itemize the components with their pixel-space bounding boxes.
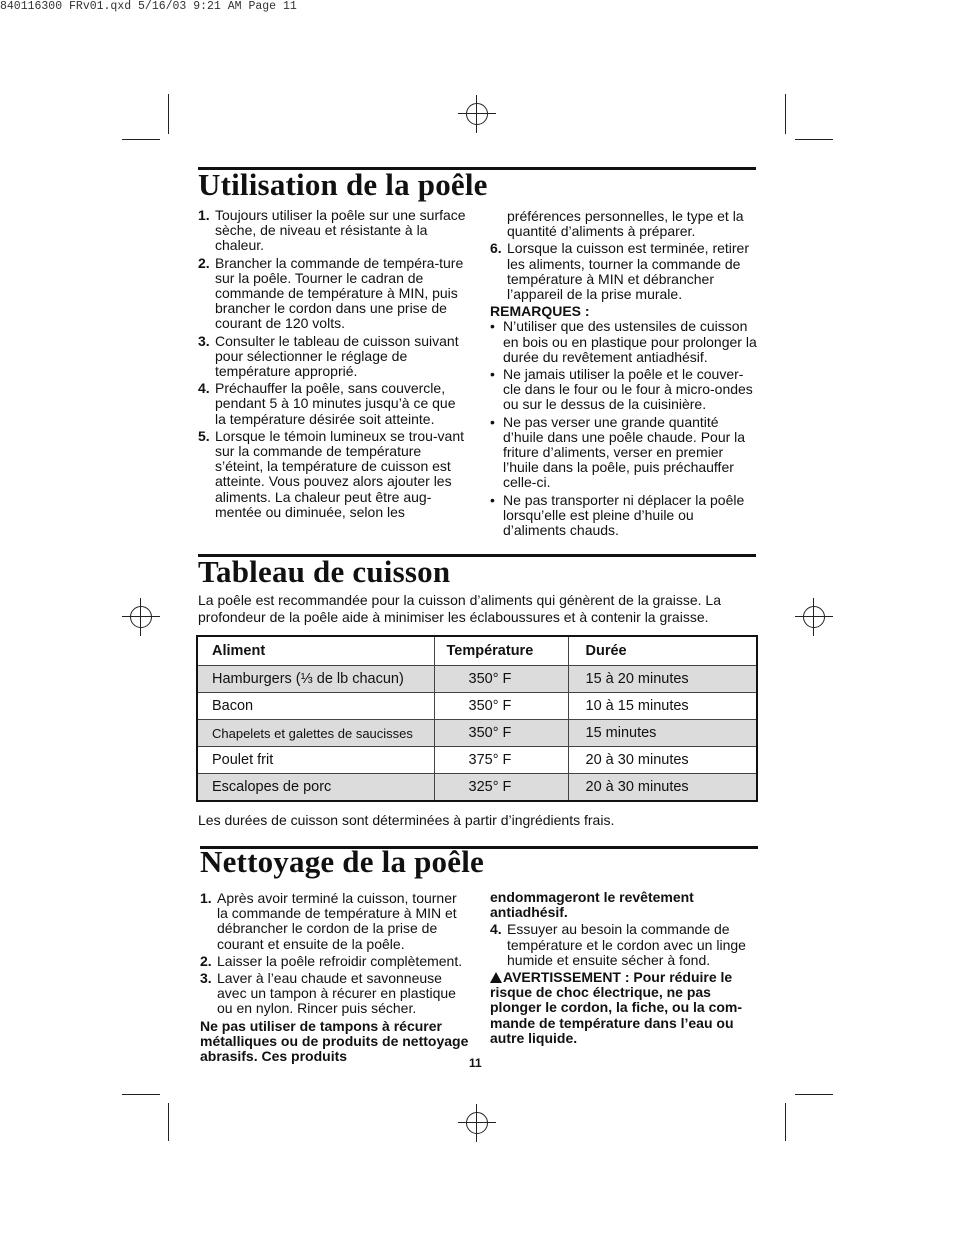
header-temperature: Température (434, 636, 568, 666)
list-item: 1. Après avoir terminé la cuisson, tourner la commande de température à MIN et débrancher le cordon de la prise de courant et ensuite de la poêle. (200, 890, 457, 952)
registration-mark (458, 1104, 496, 1142)
file-slug: 840116300 FRv01.qxd 5/16/03 9:21 AM Page 11 (0, 0, 297, 13)
crop-mark (785, 1103, 786, 1141)
crop-mark (168, 94, 169, 134)
list-item: 2. Brancher la commande de tempéra-ture sur la poêle. Tourner le cadran de commande de température à MIN, puis brancher le cordon dans une prise de courant de 120 volts. (198, 254, 464, 332)
remark-item: • N’utiliser que des ustensiles de cuisson en bois ou en plastique pour prolonger la durée du revêtement antiadhésif. (490, 318, 757, 365)
crop-mark (122, 1094, 160, 1095)
crop-mark (795, 139, 833, 140)
nettoyage-left-column (200, 891, 470, 1064)
section-title-utilisation: Utilisation de la poêle (198, 167, 488, 202)
table-row: Poulet frit 375° F 20 à 30 minutes (197, 747, 757, 774)
warning-icon (490, 972, 502, 983)
remark-item: • Ne pas verser une grande quantité d’huile dans une poêle chaude. Pour la friture d’aliments, verser en premier l’huile dans la poêle, puis préchauffer celle-ci. (490, 413, 746, 491)
registration-mark (458, 95, 496, 133)
list-item: 2. Laisser la poêle refroidir complètement. (200, 952, 463, 969)
remarks-title: REMARQUES : (490, 303, 590, 320)
registration-mark (122, 598, 160, 636)
page-number: 11 (469, 1056, 482, 1070)
list-item: 4. Préchauffer la poêle, sans couvercle, pendant 5 à 10 minutes jusqu’à ce que la température désirée soit atteinte. (198, 380, 456, 427)
cleaning-warning-note: Ne pas utiliser de tampons à récurer métalliques ou de produits de nettoyage abrasifs. Ces produits (200, 1017, 469, 1065)
header-duree: Durée (568, 636, 757, 666)
table-header-row (197, 636, 757, 666)
cooking-table (196, 635, 758, 802)
utilisation-left-column (198, 208, 466, 522)
list-item: 3. Consulter le tableau de cuisson suivant pour sélectionner le réglage de température approprié. (198, 332, 459, 380)
table-row: Escalopes de porc 325° F 20 à 30 minutes (197, 774, 757, 802)
remark-item: • Ne pas transporter ni déplacer la poêle lorsqu’elle est pleine d’huile ou d’aliments chauds. (490, 491, 745, 539)
list-item: 6. Lorsque la cuisson est terminée, retirer les aliments, tourner la commande de température à MIN et débrancher l’appareil de la prise murale. (490, 240, 749, 303)
list-item: 1. Toujours utiliser la poêle sur une surface sèche, de niveau et résistante à la chaleur. (198, 207, 466, 254)
crop-mark (168, 1103, 169, 1141)
section-title-nettoyage: Nettoyage de la poêle (200, 844, 484, 879)
list-item-continued: préférences personnelles, le type et la quantité d’aliments à préparer. (507, 208, 744, 240)
section-title-tableau: Tableau de cuisson (198, 554, 451, 589)
table-row: Chapelets et galettes de saucisses 350° F 15 minutes (197, 720, 757, 747)
header-aliment: Aliment (197, 636, 434, 666)
table-row: Hamburgers (⅓ de lb chacun) 350° F 15 à 20 minutes (197, 666, 757, 693)
cleaning-warning-note-cont: endommageront le revêtement antiadhésif. (490, 889, 694, 921)
crop-mark (122, 139, 160, 140)
remark-item: • Ne jamais utiliser la poêle et le couver-cle dans le four ou le four à micro-ondes ou sur le dessus de la cuisinière. (490, 366, 753, 413)
table-row: Bacon 350° F 10 à 15 minutes (197, 693, 757, 720)
nettoyage-right-column (490, 890, 758, 1046)
utilisation-right-column (490, 209, 758, 540)
table-note: Les durées de cuisson sont déterminées à partir d’ingrédients frais. (198, 812, 615, 828)
crop-mark (785, 94, 786, 134)
crop-mark (795, 1094, 833, 1095)
list-item: 3. Laver à l’eau chaude et savonneuse avec un tampon à récurer en plastique ou en nylon. Rincer puis sécher. (200, 970, 456, 1017)
shock-warning: AVERTISSEMENT : Pour réduire le risque de choc électrique, ne pas plonger le cordon, la fiche, ou la com-mande de température dans l’eau ou autre liquide. (490, 969, 743, 1046)
list-item: 4. Essuyer au besoin la commande de température et le cordon avec un linge humide et ensuite sécher à fond. (490, 921, 746, 968)
list-item: 5. Lorsque le témoin lumineux se trou-vant sur la commande de température s’éteint, la température de cuisson est atteinte. Vous pouvez alors ajouter les aliments. La chaleur peut être aug-mentée ou diminuée, selon les (198, 427, 465, 520)
tableau-intro: La poêle est recommandée pour la cuisson d’aliments qui génèrent de la graisse. La profondeur de la poêle aide à minimiser les éclaboussures et à contenir la graisse. (198, 592, 721, 625)
registration-mark (795, 598, 833, 636)
